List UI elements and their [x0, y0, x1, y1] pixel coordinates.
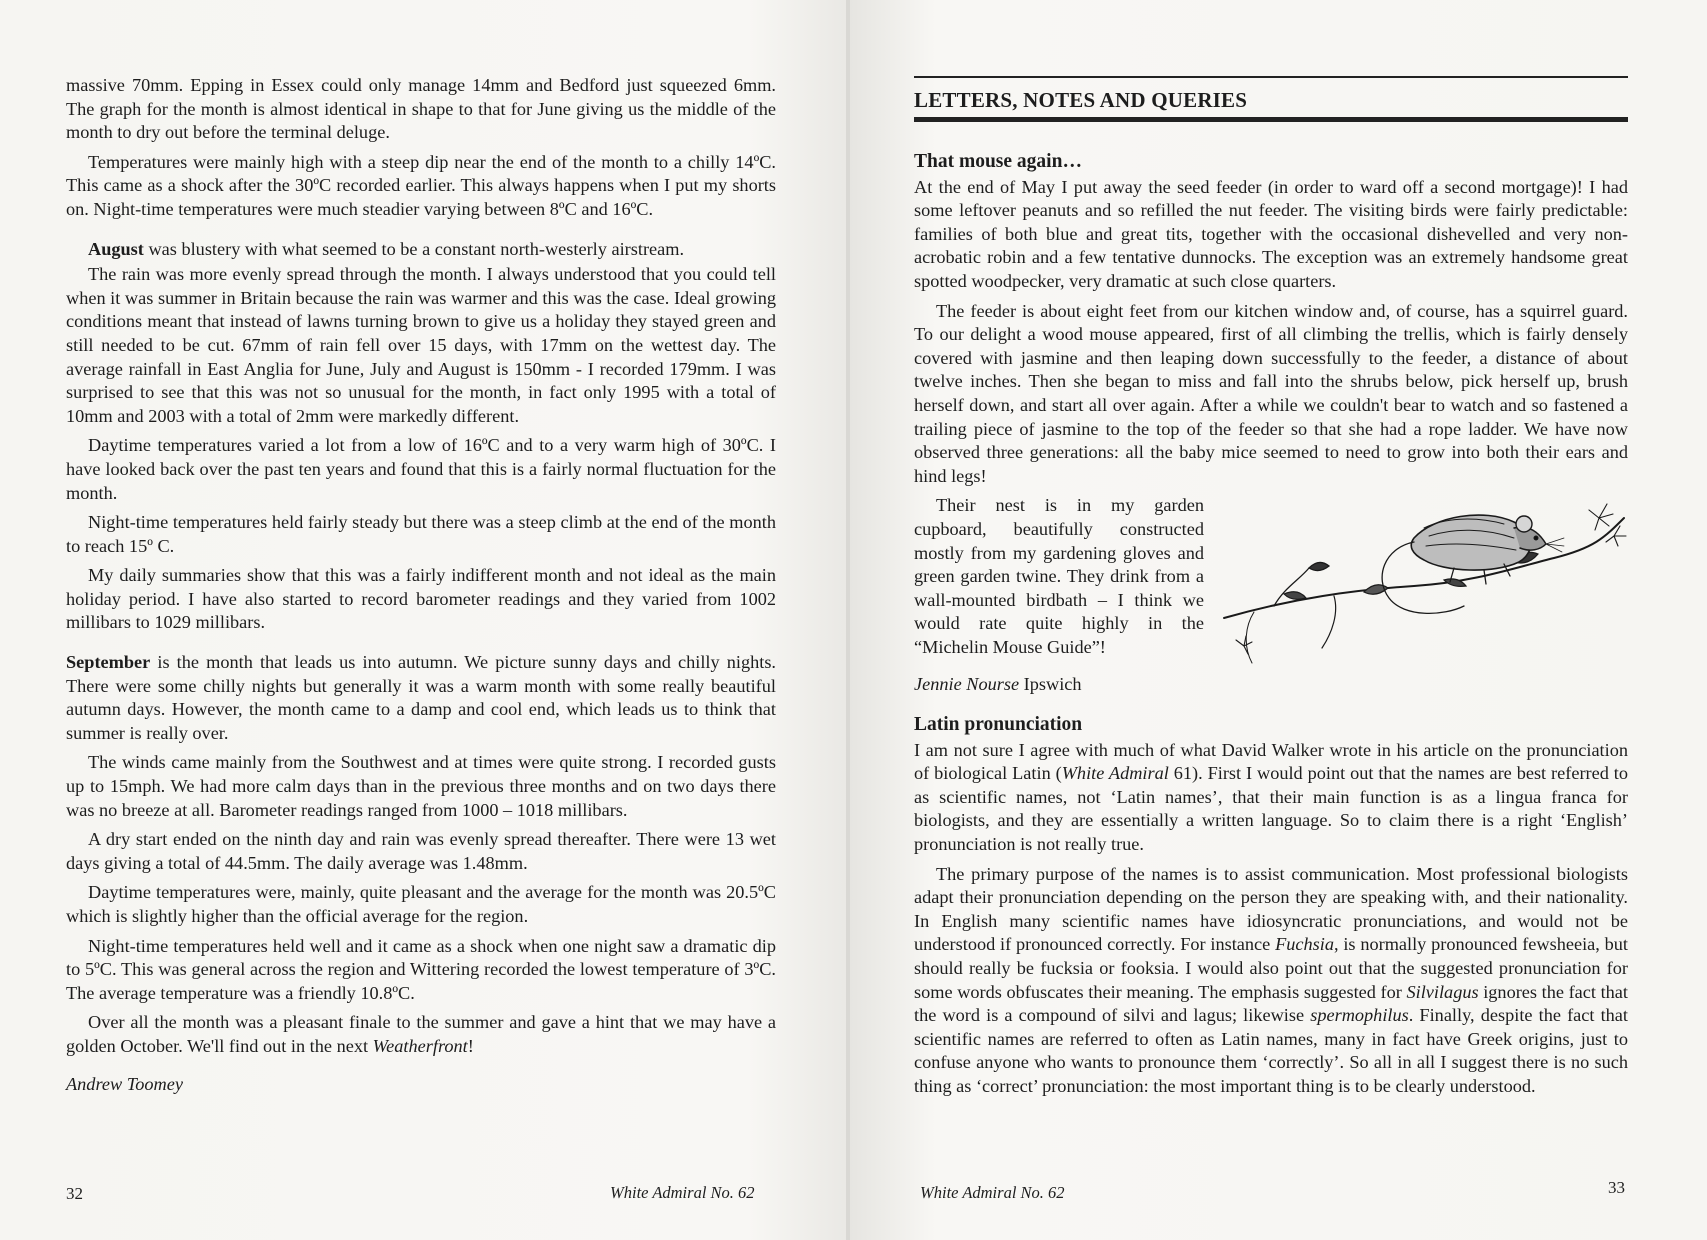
paragraph-text: ignores the fact that the word is a compound of silvi and lagus; likewise [914, 981, 1628, 1026]
paragraph [914, 739, 1628, 857]
left-page-column [66, 74, 776, 1096]
month-heading-september: September [66, 652, 151, 673]
paragraph: Their nest is in my garden cupboard, beautifully constructed mostly from my gardening gloves and green garden twine. They drink from a wall-mounted birdbath – I think we would rate quite highly in the “Michelin Mouse Guide”! [914, 495, 1204, 657]
running-footer: White Admiral No. 62 [610, 1183, 755, 1202]
letter-heading: That mouse again… [914, 151, 1082, 172]
paragraph-september [66, 651, 776, 745]
paragraph [66, 1011, 776, 1058]
wrapped-block [914, 494, 1628, 659]
paragraph: massive 70mm. Epping in Essex could only manage 14mm and Bedford just squeezed 6mm. The graph for the month is almost identical in shape to that for June giving us the middle of the month to dry out before the terminal deluge. [66, 75, 776, 143]
paragraph: Temperatures were mainly high with a steep dip near the end of the month to a chilly 14ºC. This came as a shock after the 30ºC recorded earlier. This always happens when I put my shorts on. Night-time temperatures were much steadier varying between 8ºC and 16ºC. [66, 151, 776, 219]
month-heading-august: August [88, 238, 144, 259]
paragraph: Daytime temperatures were, mainly, quite pleasant and the average for the month was 20.5ºC which is slightly higher than the official average for the region. [66, 882, 776, 926]
signature-name: Jennie Nourse [914, 674, 1020, 695]
paragraph: A dry start ended on the ninth day and rain was evenly spread thereafter. There were 13 wet days giving a total of 44.5mm. The daily average was 1.48mm. [66, 829, 776, 873]
italic-title: Weatherfront [372, 1035, 468, 1056]
page-number: 32 [66, 1184, 83, 1203]
paragraph: Daytime temperatures varied a lot from a low of 16ºC and to a very warm high of 30ºC. I have looked back over the past ten years and found that this is a fairly normal fluctuation for the month. [66, 435, 776, 503]
header-rule-top [914, 76, 1628, 78]
article-author: Andrew Toomey [66, 1073, 183, 1094]
paragraph: The feeder is about eight feet from our kitchen window and, of course, has a squirrel guard. To our delight a wood mouse appeared, first of all climbing the trellis, which is fairly densely covered with jasmine and then leaping down successfully to the feeder, a distance of about twelve inches. Then she began to miss and fall into the shrubs below, pick herself up, brush herself down, and start all over again. After a while we couldn't bear to watch and so fastened a trailing piece of jasmine to the top of the feeder so that she had a rope ladder. We have now observed three generations: all the baby mice seemed to need to grow into both their ears and hind legs! [914, 300, 1628, 486]
letter-heading: Latin pronunciation [914, 714, 1083, 736]
paragraph-text: The primary purpose of the names is to assist communication. Most professional biologists adapt their pronunciation depending on the person they are speaking with, and their nationality. In English many scientific names have idiosyncratic pronunciations, and would not be understood if pronounced correctly. For instance [914, 863, 1628, 955]
paragraph-text: is the month that leads us into autumn. We picture sunny days and chilly nights. There were some chilly nights but generally it was a warm month with some really beautiful autumn days. However, the month came to a damp and cool end, which leads us to think that summer is really over. [66, 652, 776, 743]
paragraph: Night-time temperatures held fairly steady but there was a steep climb at the end of the month to reach 15º C. [66, 512, 776, 556]
paragraph: Night-time temperatures held well and it came as a shock when one night saw a dramatic dip to 5ºC. This was general across the region and Wittering recorded the lowest temperature of 3ºC. The average temperature was a friendly 10.8ºC. [66, 935, 776, 1003]
paragraph-text: was blustery with what seemed to be a constant north-westerly airstream. [143, 238, 685, 259]
paragraph: My daily summaries show that this was a fairly indifferent month and not ideal as the main holiday period. I have also started to record barometer readings and they varied from 1002 millibars to 1029 millibars. [66, 565, 776, 633]
paragraph: At the end of May I put away the seed feeder (in order to ward off a second mortgage)! I had some leftover peanuts and so refilled the nut feeder. The visiting birds were fairly predictable: families of both blue and great tits, together with the occasional dishevelled and very non-acrobatic robin and a few tentative dunnocks. The exception was an extremely handsome great spotted woodpecker, very dramatic at such close quarters. [914, 176, 1628, 291]
header-rule-bottom [914, 117, 1628, 122]
paragraph-text: . Finally, despite the fact that scientific names are referred to often as Latin names, many in fact have Greek origins, just to confuse anyone who wants to pronounce them ‘correctly’. So all in all I suggest there is no such thing as ‘correct’ pronunciation: the most important thing is to be clearly understood. [914, 1005, 1628, 1096]
italic-title: White Admiral [1061, 763, 1169, 784]
mouse-illustration [1214, 498, 1634, 678]
paragraph-text: I am not sure I agree with much of what David Walker wrote in his article on the pronunciation of biological Latin ( [914, 739, 1628, 784]
paragraph: The rain was more evenly spread through the month. I always understood that you could tell when it was summer in Britain because the rain was warmer and this was the case. Ideal growing conditions meant that instead of lawns turning brown to give us a holiday they stayed green and still needed to be cut. 67mm of rain fell over 15 days, with 17mm on the wettest day. The average rainfall in East Anglia for June, July and August is 150mm - I recorded 179mm. I was surprised to see that this was not so unusual for the month, in fact only 1995 with a total of 10mm and 2003 with a total of 2mm were markedly different. [66, 264, 776, 426]
signature-place: Ipswich [1023, 674, 1082, 695]
right-page-column [914, 150, 1628, 1099]
left-page [0, 0, 850, 1240]
page-number: 33 [1608, 1178, 1625, 1197]
paragraph: The winds came mainly from the Southwest and at times were quite strong. I recorded gusts up to 15mph. We had more calm days than in the previous three months and on two days there was no breeze at all. Barometer readings ranged from 1000 – 1018 millibars. [66, 752, 776, 820]
section-title: LETTERS, NOTES AND QUERIES [914, 88, 1248, 112]
paragraph-text: ! [467, 1035, 474, 1056]
running-footer: White Admiral No. 62 [920, 1183, 1065, 1202]
paragraph-text: 61). First I would point out that the names are best referred to as scientific names, not ‘Latin names’, that their main function is as a lingua franca for biologists, and they are essentially a written language. So to claim there is a right ‘English’ pronunciation is not really true. [914, 763, 1628, 855]
italic-term: spermophilus [1310, 1005, 1409, 1026]
italic-term: Silvilagus [1406, 981, 1479, 1002]
paragraph-text: Over all the month was a pleasant finale to the summer and gave a hint that we may have a golden October. We'll find out in the next [66, 1012, 776, 1056]
italic-term: Fuchsia [1275, 934, 1334, 955]
paragraph-august [66, 238, 776, 262]
right-page [850, 0, 1707, 1240]
paragraph [914, 863, 1628, 1099]
paragraph-text: , is normally pronounced fewsheeia, but should really be fucksia or fooksia. I would also point out that the suggested pronunciation for some words obfuscates their meaning. The emphasis suggested for [914, 934, 1628, 1002]
